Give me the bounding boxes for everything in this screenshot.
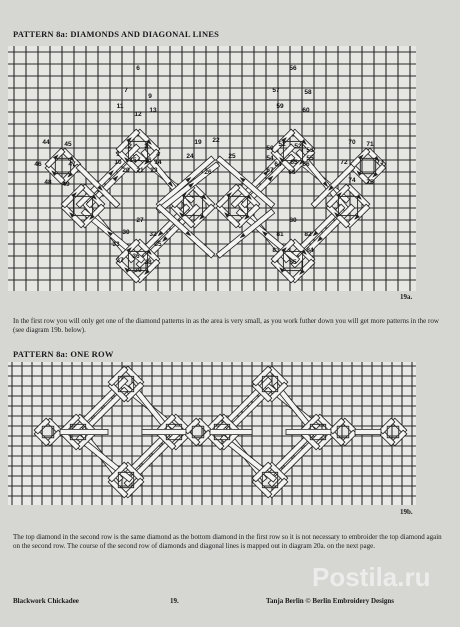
stitch-number-label: 7 (124, 87, 128, 94)
stitch-number-label: 44 (42, 139, 50, 146)
stitch-number-label: 59 (276, 103, 284, 110)
stitch-number-label: 73 (376, 159, 384, 166)
stitch-number-label: 39 (134, 267, 142, 274)
stitch-number-label: 75 (366, 179, 374, 186)
stitch-number-label: 12 (134, 111, 142, 118)
diagram-label-19b: 19b. (400, 508, 413, 516)
paragraph-second-row: The top diamond in the second row is the same diamond as the bottom diamond in the first row so it is not necessary to embroider the top diamond again on the second row. The course of the second row of diamonds and diagonal lines is mapped out in diagram 20a. on the next page. (13, 533, 442, 550)
stitch-number-label: 23 (150, 167, 158, 174)
stitch-number-label: 65 (290, 159, 298, 166)
stitch-number-label: 16 (144, 157, 152, 164)
stitch-number-label: 82 (304, 231, 312, 238)
stitch-number-label: 83 (272, 247, 280, 254)
paragraph-first-row: In the first row you will only get one of the diamond patterns in as the area is very small, as you work futher down you will get more patterns in the row (see diagram 19b. below). (13, 317, 439, 334)
stitch-number-label: 50 (266, 145, 274, 152)
stitch-band (60, 429, 108, 434)
stitch-number-label: 64 (274, 161, 282, 168)
stitch-number-label: 11 (116, 103, 124, 110)
stitch-band (210, 429, 252, 434)
stitch-number-label: 51 (278, 141, 286, 148)
stitch-band (142, 429, 186, 434)
stitch-number-label: 53 (306, 147, 314, 154)
stitch-number-label: 46 (34, 161, 42, 168)
stitch-number-label: 56 (289, 65, 297, 72)
stitch-number-label: 36 (132, 253, 140, 260)
stitch-number-label: 26 (204, 169, 212, 176)
stitch-number-label: 52 (294, 143, 302, 150)
stitch-number-label: 74 (348, 177, 356, 184)
stitch-number-label: 47 (68, 161, 76, 168)
stitch-number-label: 10 (114, 159, 122, 166)
stitch-number-label: 57 (272, 87, 280, 94)
stitch-number-label: 4 (156, 151, 160, 158)
stitch-number-label: 54 (266, 155, 274, 162)
stitch-number-label: 45 (64, 141, 72, 148)
stitch-number-label: 22 (212, 137, 220, 144)
stitch-band (355, 429, 381, 434)
stitch-number-label: 30 (122, 229, 130, 236)
stitch-number-label: 37 (116, 257, 124, 264)
stitch-number-label: 33 (112, 241, 120, 248)
stitch-number-label: 1 (116, 151, 120, 158)
stitch-number-label: 38 (144, 259, 152, 266)
stitch-number-label: 35 (154, 241, 162, 248)
stitch-number-label: 58 (304, 89, 312, 96)
stitch-band (286, 429, 331, 434)
pattern-heading-one-row: PATTERN 8a: ONE ROW (13, 349, 114, 359)
stitch-number-label: 67 (266, 167, 274, 174)
diagram-19b (8, 362, 416, 505)
stitch-number-label: 9 (148, 93, 152, 100)
stitch-number-label: 14 (154, 159, 162, 166)
stitch-number-label: 84 (306, 247, 314, 254)
stitch-number-label: 13 (149, 107, 157, 114)
stitch-number-label: 21 (136, 167, 144, 174)
stitch-number-label: 19 (194, 139, 202, 146)
diagram-19a (8, 46, 416, 291)
footer-book-title: Blackwork Chickadee (13, 597, 79, 605)
stitch-number-label: 2 (128, 143, 132, 150)
stitch-number-label: 6 (136, 65, 140, 72)
stitch-number-label: 3 (144, 143, 148, 150)
stitch-number-label: 71 (366, 141, 374, 148)
stitch-number-label: 25 (228, 153, 236, 160)
stitch-number-label: 48 (44, 179, 52, 186)
stitch-number-label: 15 (129, 157, 137, 164)
stitch-number-label: 70 (348, 139, 356, 146)
stitch-number-label: 20 (122, 167, 130, 174)
stitch-number-label: 80 (289, 217, 297, 224)
stitch-number-label: 81 (276, 231, 284, 238)
stitch-number-label: 68 (288, 169, 296, 176)
stitch-number-label: 49 (62, 181, 70, 188)
diagram-label-19a: 19a. (400, 293, 413, 301)
stitch-number-label: 60 (302, 107, 310, 114)
stitch-number-label: 85 (289, 259, 297, 266)
stitch-number-label: 66 (302, 161, 310, 168)
stitch-number-label: 24 (186, 153, 194, 160)
stitch-number-label: 32 (149, 231, 157, 238)
footer-copyright: Tanja Berlin © Berlin Embroidery Designs (266, 597, 394, 605)
stitch-number-label: 55 (306, 155, 314, 162)
stitch-number-label: 27 (136, 217, 144, 224)
footer-page-number: 19. (170, 597, 179, 605)
watermark-logo: Postila.ru (312, 562, 431, 592)
stitch-number-label: 72 (340, 159, 348, 166)
pattern-heading-diamonds: PATTERN 8a: DIAMONDS AND DIAGONAL LINES (13, 29, 220, 39)
